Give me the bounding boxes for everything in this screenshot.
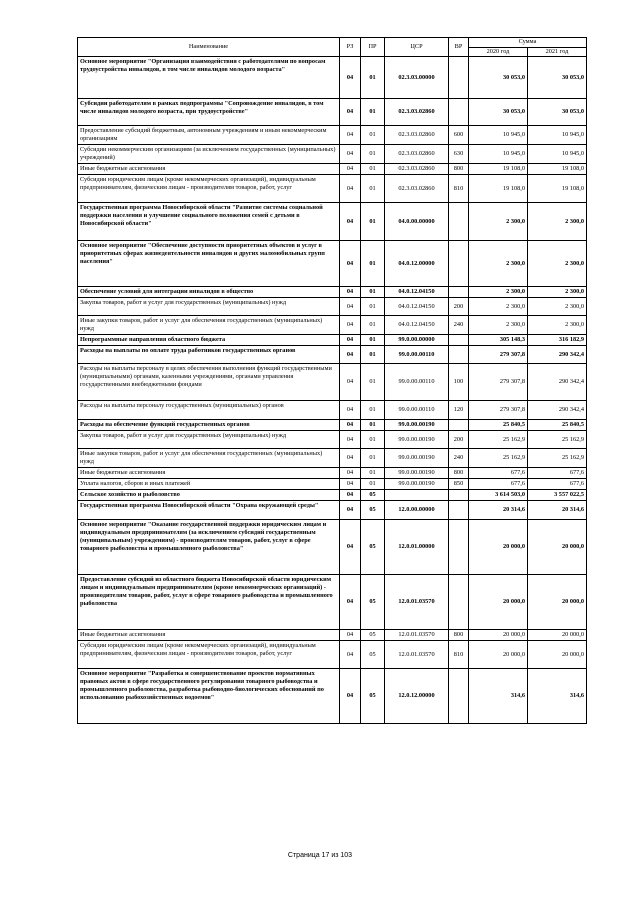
table-row bbox=[78, 298, 587, 316]
row-csr: 04.0.12.04150 bbox=[385, 298, 449, 316]
row-pr: 05 bbox=[361, 630, 385, 641]
row-name: Основное мероприятие "Обеспечение доступности приоритетных объектов и услуг в приоритетных сферах жизнедеятельности инвалидов и других маломобильных групп населения" bbox=[78, 241, 340, 287]
row-sum-2021: 3 557 022,5 bbox=[528, 490, 587, 501]
header-row bbox=[78, 38, 587, 48]
col-header-rz: РЗ bbox=[340, 38, 361, 57]
row-rz: 04 bbox=[340, 316, 361, 335]
row-csr: 04.0.12.04150 bbox=[385, 287, 449, 298]
row-csr: 99.0.00.00190 bbox=[385, 468, 449, 479]
row-csr: 02.3.03.02860 bbox=[385, 99, 449, 126]
row-vr bbox=[449, 203, 469, 241]
table-row bbox=[78, 669, 587, 724]
row-vr: 240 bbox=[449, 316, 469, 335]
row-vr: 800 bbox=[449, 164, 469, 175]
row-rz: 04 bbox=[340, 175, 361, 203]
row-sum-2021: 677,6 bbox=[528, 479, 587, 490]
row-sum-2021: 20 000,0 bbox=[528, 641, 587, 669]
row-pr: 01 bbox=[361, 99, 385, 126]
row-name: Расходы на выплаты персоналу государственных (муниципальных) органов bbox=[78, 401, 340, 420]
row-name: Субсидии некоммерческим организациям (за исключением государственных (муниципальных) учреждений) bbox=[78, 145, 340, 164]
table-row bbox=[78, 99, 587, 126]
row-sum-2021: 20 000,0 bbox=[528, 575, 587, 630]
row-sum-2021: 20 000,0 bbox=[528, 520, 587, 575]
row-vr: 630 bbox=[449, 145, 469, 164]
row-name: Расходы на выплаты персоналу в целях обеспечения выполнения функций государственными (муниципальными) органами, казенными учреждениями, органами управления государственными внебюджетными фондами bbox=[78, 364, 340, 401]
row-rz: 04 bbox=[340, 57, 361, 99]
row-sum-2020: 20 000,0 bbox=[469, 520, 528, 575]
row-csr: 99.0.00.00110 bbox=[385, 346, 449, 364]
row-csr: 12.0.00.00000 bbox=[385, 501, 449, 520]
row-csr bbox=[385, 490, 449, 501]
row-csr: 02.3.03.02860 bbox=[385, 164, 449, 175]
row-sum-2020: 20 000,0 bbox=[469, 641, 528, 669]
row-sum-2020: 19 108,0 bbox=[469, 164, 528, 175]
row-pr: 05 bbox=[361, 490, 385, 501]
col-header-2021: 2021 год bbox=[528, 47, 587, 57]
row-csr: 99.0.00.00190 bbox=[385, 449, 449, 468]
row-csr: 12.0.01.03570 bbox=[385, 630, 449, 641]
row-sum-2021: 677,6 bbox=[528, 468, 587, 479]
row-csr: 99.0.00.00000 bbox=[385, 335, 449, 346]
table-row bbox=[78, 346, 587, 364]
table-row bbox=[78, 316, 587, 335]
row-rz: 04 bbox=[340, 126, 361, 145]
col-header-name: Наименование bbox=[78, 38, 340, 57]
row-sum-2020: 10 945,0 bbox=[469, 145, 528, 164]
row-pr: 01 bbox=[361, 316, 385, 335]
row-sum-2021: 20 314,6 bbox=[528, 501, 587, 520]
col-header-sum: Сумма bbox=[469, 38, 587, 48]
row-vr bbox=[449, 57, 469, 99]
col-header-2020: 2020 год bbox=[469, 47, 528, 57]
row-csr: 12.0.01.03570 bbox=[385, 641, 449, 669]
row-vr: 810 bbox=[449, 175, 469, 203]
col-header-csr: ЦСР bbox=[385, 38, 449, 57]
row-name: Обеспечение условий для интеграции инвалидов в общество bbox=[78, 287, 340, 298]
row-sum-2020: 2 300,0 bbox=[469, 298, 528, 316]
row-name: Расходы на выплаты по оплате труда работников государственных органов bbox=[78, 346, 340, 364]
row-name: Иные закупки товаров, работ и услуг для обеспечения государственных (муниципальных) нужд bbox=[78, 449, 340, 468]
row-name: Непрограммные направления областного бюджета bbox=[78, 335, 340, 346]
row-sum-2020: 279 307,8 bbox=[469, 364, 528, 401]
table-row bbox=[78, 520, 587, 575]
row-csr: 02.3.03.02860 bbox=[385, 145, 449, 164]
table-row bbox=[78, 57, 587, 99]
row-vr bbox=[449, 420, 469, 431]
row-name: Субсидии юридическим лицам (кроме некоммерческих организаций), индивидуальным предпринимателям, физическим лицам - производителям товаров, работ, услуг bbox=[78, 175, 340, 203]
row-rz: 04 bbox=[340, 335, 361, 346]
row-sum-2021: 290 342,4 bbox=[528, 364, 587, 401]
row-sum-2020: 20 314,6 bbox=[469, 501, 528, 520]
row-vr bbox=[449, 346, 469, 364]
table-row bbox=[78, 420, 587, 431]
row-sum-2020: 19 108,0 bbox=[469, 175, 528, 203]
row-rz: 04 bbox=[340, 298, 361, 316]
row-csr: 04.0.00.00000 bbox=[385, 203, 449, 241]
row-sum-2020: 3 614 503,0 bbox=[469, 490, 528, 501]
table-row bbox=[78, 630, 587, 641]
row-rz: 04 bbox=[340, 364, 361, 401]
row-vr: 600 bbox=[449, 126, 469, 145]
row-pr: 01 bbox=[361, 401, 385, 420]
row-pr: 01 bbox=[361, 431, 385, 449]
row-name: Государственная программа Новосибирской области "Развитие системы социальной поддержки населения и улучшение социального положения семей с детьми в Новосибирской области" bbox=[78, 203, 340, 241]
row-sum-2021: 10 945,0 bbox=[528, 126, 587, 145]
row-sum-2021: 2 300,0 bbox=[528, 241, 587, 287]
row-pr: 01 bbox=[361, 164, 385, 175]
row-sum-2021: 25 162,9 bbox=[528, 431, 587, 449]
row-sum-2020: 20 000,0 bbox=[469, 575, 528, 630]
row-sum-2021: 2 300,0 bbox=[528, 298, 587, 316]
row-csr: 99.0.00.00110 bbox=[385, 364, 449, 401]
table-row bbox=[78, 364, 587, 401]
row-name: Уплата налогов, сборов и иных платежей bbox=[78, 479, 340, 490]
row-sum-2021: 30 053,0 bbox=[528, 99, 587, 126]
page-footer: Страница 17 из 103 bbox=[287, 852, 353, 859]
row-name: Предоставление субсидий из областного бюджета Новосибирской области юридическим лицам и индивидуальным предпринимателям (кроме некоммерческих организаций) - производителям товаров, работ, услуг в сфере товарного рыбоводства и промышленного рыболовства bbox=[78, 575, 340, 630]
row-csr: 99.0.00.00110 bbox=[385, 401, 449, 420]
row-name: Государственная программа Новосибирской области "Охрана окружающей среды" bbox=[78, 501, 340, 520]
row-name: Основное мероприятие "Оказание государственной поддержки юридическим лицам и индивидуальным предпринимателям (за исключением субсидий государственным (муниципальным) учреждениям) - производителям товаров, работ, услуг в сфере товарного рыболовства и промышленного рыболовства" bbox=[78, 520, 340, 575]
row-vr: 800 bbox=[449, 468, 469, 479]
row-sum-2021: 19 108,0 bbox=[528, 164, 587, 175]
row-csr: 02.3.03.00000 bbox=[385, 57, 449, 99]
row-sum-2021: 19 108,0 bbox=[528, 175, 587, 203]
row-pr: 01 bbox=[361, 126, 385, 145]
row-pr: 01 bbox=[361, 364, 385, 401]
table-row bbox=[78, 449, 587, 468]
row-sum-2020: 20 000,0 bbox=[469, 630, 528, 641]
row-pr: 01 bbox=[361, 203, 385, 241]
table-row bbox=[78, 468, 587, 479]
table-row bbox=[78, 175, 587, 203]
row-sum-2021: 10 945,0 bbox=[528, 145, 587, 164]
row-name: Предоставление субсидий бюджетным, автономным учреждениям и иным некоммерческим организациям bbox=[78, 126, 340, 145]
row-csr: 02.3.03.02860 bbox=[385, 175, 449, 203]
row-sum-2020: 2 300,0 bbox=[469, 241, 528, 287]
row-pr: 01 bbox=[361, 468, 385, 479]
row-sum-2021: 25 840,5 bbox=[528, 420, 587, 431]
row-pr: 05 bbox=[361, 520, 385, 575]
row-vr bbox=[449, 575, 469, 630]
row-vr: 800 bbox=[449, 630, 469, 641]
row-vr: 200 bbox=[449, 431, 469, 449]
table-row bbox=[78, 641, 587, 669]
row-pr: 01 bbox=[361, 420, 385, 431]
row-rz: 04 bbox=[340, 468, 361, 479]
row-sum-2021: 316 182,9 bbox=[528, 335, 587, 346]
row-pr: 01 bbox=[361, 479, 385, 490]
row-pr: 01 bbox=[361, 145, 385, 164]
row-vr: 240 bbox=[449, 449, 469, 468]
row-sum-2020: 25 162,9 bbox=[469, 431, 528, 449]
row-sum-2020: 677,6 bbox=[469, 468, 528, 479]
table-row bbox=[78, 401, 587, 420]
row-name: Закупка товаров, работ и услуг для государственных (муниципальных) нужд bbox=[78, 298, 340, 316]
row-vr: 850 bbox=[449, 479, 469, 490]
col-header-vr: ВР bbox=[449, 38, 469, 57]
row-rz: 04 bbox=[340, 449, 361, 468]
row-vr: 200 bbox=[449, 298, 469, 316]
row-sum-2020: 30 053,0 bbox=[469, 99, 528, 126]
row-sum-2020: 2 300,0 bbox=[469, 316, 528, 335]
row-rz: 04 bbox=[340, 287, 361, 298]
row-name: Расходы на обеспечение функций государственных органов bbox=[78, 420, 340, 431]
row-vr: 120 bbox=[449, 401, 469, 420]
row-rz: 04 bbox=[340, 401, 361, 420]
row-sum-2020: 10 945,0 bbox=[469, 126, 528, 145]
row-sum-2020: 677,6 bbox=[469, 479, 528, 490]
row-name: Иные бюджетные ассигнования bbox=[78, 164, 340, 175]
row-csr: 12.0.12.00000 bbox=[385, 669, 449, 724]
row-pr: 05 bbox=[361, 641, 385, 669]
row-vr bbox=[449, 520, 469, 575]
row-rz: 04 bbox=[340, 501, 361, 520]
table-row bbox=[78, 479, 587, 490]
table-row bbox=[78, 335, 587, 346]
table-row bbox=[78, 241, 587, 287]
row-rz: 04 bbox=[340, 490, 361, 501]
row-pr: 01 bbox=[361, 175, 385, 203]
row-sum-2021: 20 000,0 bbox=[528, 630, 587, 641]
row-pr: 01 bbox=[361, 298, 385, 316]
table-row bbox=[78, 164, 587, 175]
row-name: Субсидии юридическим лицам (кроме некоммерческих организаций), индивидуальным предпринимателям, физическим лицам - производителям товаров, работ, услуг bbox=[78, 641, 340, 669]
row-pr: 01 bbox=[361, 335, 385, 346]
row-rz: 04 bbox=[340, 99, 361, 126]
row-vr bbox=[449, 335, 469, 346]
row-name: Иные бюджетные ассигнования bbox=[78, 630, 340, 641]
row-rz: 04 bbox=[340, 520, 361, 575]
row-csr: 99.0.00.00190 bbox=[385, 420, 449, 431]
table-row bbox=[78, 575, 587, 630]
row-sum-2021: 2 300,0 bbox=[528, 203, 587, 241]
table-row bbox=[78, 145, 587, 164]
row-rz: 04 bbox=[340, 630, 361, 641]
table-row bbox=[78, 490, 587, 501]
row-pr: 05 bbox=[361, 501, 385, 520]
row-rz: 04 bbox=[340, 575, 361, 630]
row-csr: 12.0.01.00000 bbox=[385, 520, 449, 575]
table-row bbox=[78, 126, 587, 145]
row-pr: 01 bbox=[361, 57, 385, 99]
row-sum-2021: 2 300,0 bbox=[528, 287, 587, 298]
table-row bbox=[78, 501, 587, 520]
row-name: Основное мероприятие "Организация взаимодействия с работодателями по вопросам трудоустройства инвалидов, в том числе инвалидов молодого возраста" bbox=[78, 57, 340, 99]
row-csr: 04.0.12.00000 bbox=[385, 241, 449, 287]
row-pr: 05 bbox=[361, 669, 385, 724]
row-rz: 04 bbox=[340, 241, 361, 287]
row-rz: 04 bbox=[340, 669, 361, 724]
row-vr bbox=[449, 490, 469, 501]
row-rz: 04 bbox=[340, 431, 361, 449]
row-sum-2020: 314,6 bbox=[469, 669, 528, 724]
row-vr: 100 bbox=[449, 364, 469, 401]
row-name: Закупка товаров, работ и услуг для государственных (муниципальных) нужд bbox=[78, 431, 340, 449]
row-rz: 04 bbox=[340, 203, 361, 241]
row-sum-2021: 314,6 bbox=[528, 669, 587, 724]
row-pr: 05 bbox=[361, 575, 385, 630]
row-sum-2020: 305 148,3 bbox=[469, 335, 528, 346]
row-sum-2020: 2 300,0 bbox=[469, 203, 528, 241]
row-vr bbox=[449, 241, 469, 287]
table-row bbox=[78, 431, 587, 449]
row-csr: 99.0.00.00190 bbox=[385, 479, 449, 490]
row-sum-2021: 290 342,4 bbox=[528, 401, 587, 420]
row-sum-2020: 30 053,0 bbox=[469, 57, 528, 99]
row-csr: 02.3.03.02860 bbox=[385, 126, 449, 145]
row-rz: 04 bbox=[340, 346, 361, 364]
row-rz: 04 bbox=[340, 479, 361, 490]
row-pr: 01 bbox=[361, 287, 385, 298]
row-csr: 12.0.01.03570 bbox=[385, 575, 449, 630]
col-header-pr: ПР bbox=[361, 38, 385, 57]
table-row bbox=[78, 203, 587, 241]
row-sum-2021: 2 300,0 bbox=[528, 316, 587, 335]
table-row bbox=[78, 287, 587, 298]
row-sum-2020: 25 162,9 bbox=[469, 449, 528, 468]
row-name: Сельское хозяйство и рыболовство bbox=[78, 490, 340, 501]
row-vr bbox=[449, 287, 469, 298]
table-body bbox=[78, 57, 587, 724]
row-vr bbox=[449, 501, 469, 520]
row-name: Основное мероприятие "Разработка и совершенствование проектов нормативных правовых актов в сфере государственного регулирования товарного рыбоводства и промышленного рыболовства, разработка рыбоводно-биологических обоснований по использованию рыбохозяйственных водоемов" bbox=[78, 669, 340, 724]
row-name: Субсидии работодателям в рамках подпрограммы "Сопровождение инвалидов, в том числе инвалидов молодого возраста, при трудоустройстве" bbox=[78, 99, 340, 126]
row-rz: 04 bbox=[340, 164, 361, 175]
row-rz: 04 bbox=[340, 420, 361, 431]
row-name: Иные бюджетные ассигнования bbox=[78, 468, 340, 479]
row-rz: 04 bbox=[340, 145, 361, 164]
row-sum-2020: 25 840,5 bbox=[469, 420, 528, 431]
row-csr: 99.0.00.00190 bbox=[385, 431, 449, 449]
row-sum-2021: 25 162,9 bbox=[528, 449, 587, 468]
row-vr bbox=[449, 99, 469, 126]
row-pr: 01 bbox=[361, 346, 385, 364]
row-pr: 01 bbox=[361, 241, 385, 287]
row-pr: 01 bbox=[361, 449, 385, 468]
row-rz: 04 bbox=[340, 641, 361, 669]
row-sum-2021: 290 342,4 bbox=[528, 346, 587, 364]
row-sum-2021: 30 053,0 bbox=[528, 57, 587, 99]
row-csr: 04.0.12.04150 bbox=[385, 316, 449, 335]
row-sum-2020: 279 307,8 bbox=[469, 346, 528, 364]
row-sum-2020: 279 307,8 bbox=[469, 401, 528, 420]
row-vr bbox=[449, 669, 469, 724]
row-name: Иные закупки товаров, работ и услуг для обеспечения государственных (муниципальных) нужд bbox=[78, 316, 340, 335]
row-sum-2020: 2 300,0 bbox=[469, 287, 528, 298]
row-vr: 810 bbox=[449, 641, 469, 669]
budget-table bbox=[77, 37, 587, 724]
